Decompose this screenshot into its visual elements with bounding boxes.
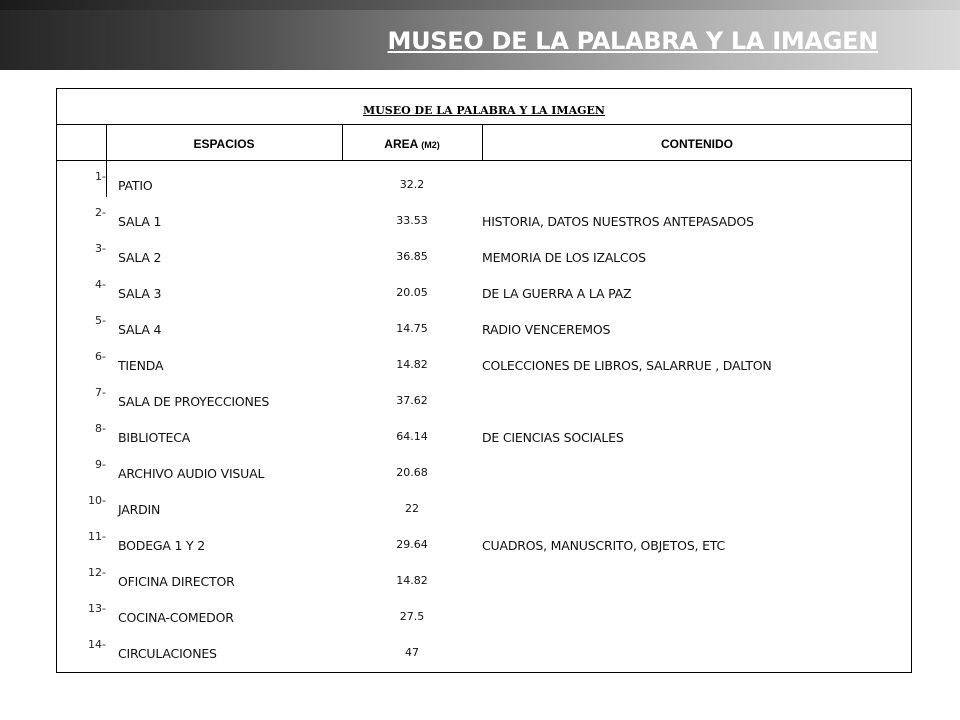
header-area-unit: (M2): [421, 140, 440, 150]
table-row: [56, 161, 912, 197]
row-number: 12-: [88, 566, 106, 579]
row-number: 9-: [95, 458, 106, 471]
table-row: [56, 521, 912, 557]
header-area-label: AREA: [384, 137, 418, 151]
table-row: [56, 341, 912, 377]
row-number: 13-: [88, 602, 106, 615]
row-contenido: COLECCIONES DE LIBROS, SALARRUE , DALTON: [482, 358, 772, 373]
row-area: 29.64: [396, 538, 428, 551]
title-banner: [0, 0, 960, 70]
row-area: 14.82: [396, 574, 428, 587]
row-espacio: OFICINA DIRECTOR: [118, 574, 235, 589]
row-area: 22: [405, 502, 419, 515]
table-row: [56, 557, 912, 593]
table-row: [56, 629, 912, 665]
row-number: 14-: [88, 638, 106, 651]
table-row: [56, 413, 912, 449]
row-number: 10-: [88, 494, 106, 507]
row-espacio: SALA DE PROYECCIONES: [118, 394, 270, 409]
row-contenido: DE CIENCIAS SOCIALES: [482, 430, 624, 445]
table-row: [56, 269, 912, 305]
row-number: 5-: [95, 314, 106, 327]
table-border-bottom: [56, 672, 912, 673]
row-number: 4-: [95, 278, 106, 291]
row-espacio: TIENDA: [118, 358, 164, 373]
row-contenido: HISTORIA, DATOS NUESTROS ANTEPASADOS: [482, 214, 754, 229]
row-espacio: JARDIN: [118, 502, 161, 517]
table-row: [56, 485, 912, 521]
row-espacio: BIBLIOTECA: [118, 430, 191, 445]
row-espacio: ARCHIVO AUDIO VISUAL: [118, 466, 265, 481]
row-area: 37.62: [396, 394, 428, 407]
table-row: [56, 305, 912, 341]
header-espacios: ESPACIOS: [106, 124, 342, 161]
banner-top-strip: [0, 0, 960, 10]
row-espacio: SALA 1: [118, 214, 162, 229]
header-area: [342, 124, 482, 161]
row-number: 1-: [95, 170, 106, 183]
row-espacio: BODEGA 1 Y 2: [118, 538, 206, 553]
row-area: 27.5: [399, 610, 425, 623]
row-contenido: DE LA GUERRA A LA PAZ: [482, 286, 632, 301]
row-number: 7-: [95, 386, 106, 399]
spaces-table: [56, 88, 912, 673]
column-divider-espacios: [342, 124, 343, 161]
row-area: 32.2: [399, 178, 425, 191]
row-area: 20.68: [396, 466, 428, 479]
row-contenido: MEMORIA DE LOS IZALCOS: [482, 250, 646, 265]
row-espacio: PATIO: [118, 178, 153, 193]
row-area: 14.75: [396, 322, 428, 335]
table-row: [56, 449, 912, 485]
row-number: 11-: [88, 530, 106, 543]
row-number: 6-: [95, 350, 106, 363]
table-title: MUSEO DE LA PALABRA Y LA IMAGEN: [56, 88, 912, 124]
column-divider-area: [482, 124, 483, 161]
row-espacio: COCINA-COMEDOR: [118, 610, 234, 625]
row-contenido: RADIO VENCEREMOS: [482, 322, 611, 337]
slide-title: MUSEO DE LA PALABRA Y LA IMAGEN: [387, 27, 878, 55]
row-espacio: SALA 3: [118, 286, 162, 301]
header-contenido: CONTENIDO: [482, 124, 912, 161]
row-number: 3-: [95, 242, 106, 255]
table-row: [56, 593, 912, 629]
header-number-cell: [56, 124, 106, 161]
table-row: [56, 197, 912, 233]
table-row: [56, 233, 912, 269]
row-area: 14.82: [396, 358, 428, 371]
row-area: 36.85: [396, 250, 428, 263]
row-espacio: CIRCULACIONES: [118, 646, 217, 661]
row-area: 33.53: [396, 214, 428, 227]
row-contenido: CUADROS, MANUSCRITO, OBJETOS, ETC: [482, 538, 726, 553]
table-row: [56, 377, 912, 413]
row-number: 8-: [95, 422, 106, 435]
row-area: 64.14: [396, 430, 428, 443]
row-number: 2-: [95, 206, 106, 219]
row-area: 20.05: [396, 286, 428, 299]
row-area: 47: [405, 646, 419, 659]
row-espacio: SALA 4: [118, 322, 162, 337]
row-espacio: SALA 2: [118, 250, 162, 265]
